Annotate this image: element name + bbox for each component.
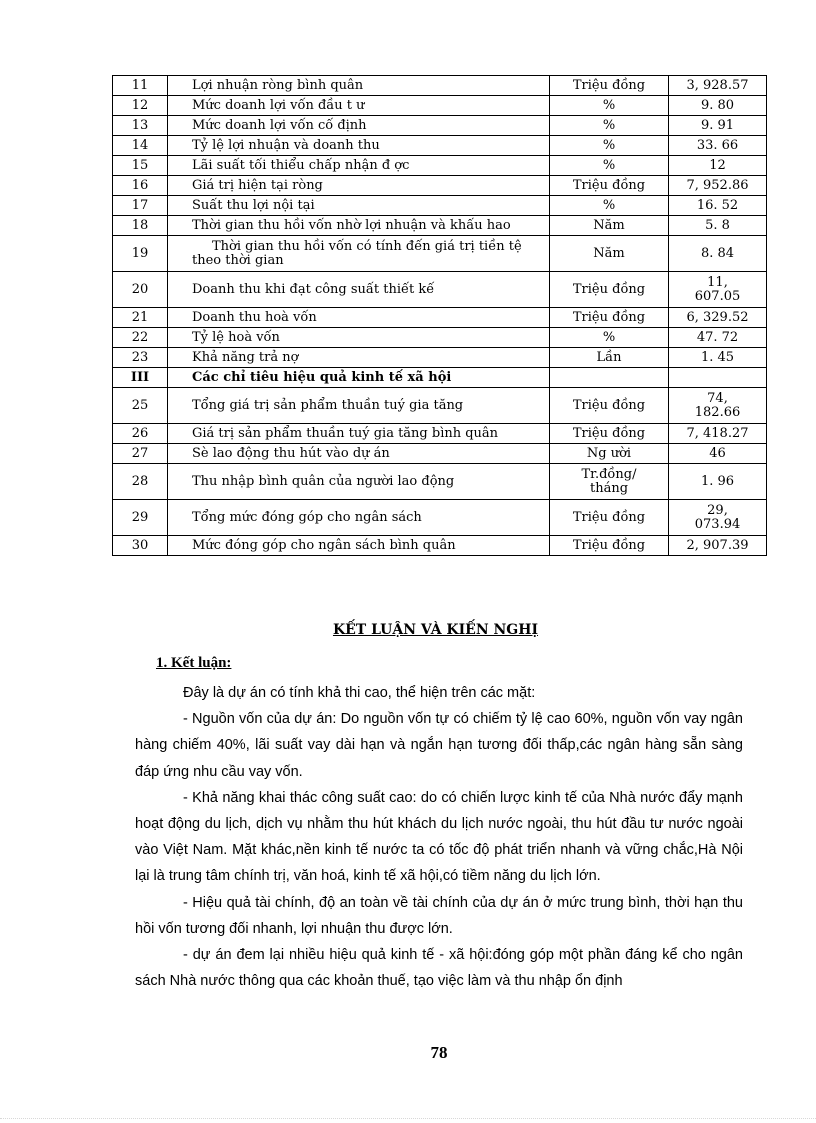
table-row bbox=[113, 348, 767, 368]
indicator-name: Thời gian thu hồi vốn nhờ lợi nhuận và khấu hao bbox=[168, 216, 550, 236]
indicator-value: 7, 418.27 bbox=[669, 424, 767, 444]
table-row bbox=[113, 308, 767, 328]
indicator-value: 9. 91 bbox=[669, 116, 767, 136]
row-number: 21 bbox=[113, 308, 168, 328]
row-number: 11 bbox=[113, 76, 168, 96]
indicator-value: 6, 329.52 bbox=[669, 308, 767, 328]
table-row bbox=[113, 536, 767, 556]
indicator-unit: Triệu đồng bbox=[550, 272, 669, 308]
indicator-value: 47. 72 bbox=[669, 328, 767, 348]
indicator-value: 5. 8 bbox=[669, 216, 767, 236]
indicator-unit: % bbox=[550, 96, 669, 116]
indicator-name: Suất thu lợi nội tại bbox=[168, 196, 550, 216]
indicator-name: Tỷ lệ hoà vốn bbox=[168, 328, 550, 348]
row-number: 13 bbox=[113, 116, 168, 136]
indicator-value bbox=[669, 368, 767, 388]
indicator-name: Thu nhập bình quân của người lao động bbox=[168, 464, 550, 500]
table-row bbox=[113, 196, 767, 216]
indicator-name: Tỷ lệ lợi nhuận và doanh thu bbox=[168, 136, 550, 156]
table-row bbox=[113, 216, 767, 236]
indicator-name: Mức đóng góp cho ngân sách bình quân bbox=[168, 536, 550, 556]
indicator-unit: Triệu đồng bbox=[550, 176, 669, 196]
row-number: 28 bbox=[113, 464, 168, 500]
indicator-name: Lợi nhuận ròng bình quân bbox=[168, 76, 550, 96]
indicator-unit: Ng ười bbox=[550, 444, 669, 464]
table-row bbox=[113, 328, 767, 348]
indicator-unit: Triệu đồng bbox=[550, 388, 669, 424]
indicator-name: Giá trị hiện tại ròng bbox=[168, 176, 550, 196]
indicator-value: 1. 45 bbox=[669, 348, 767, 368]
table-row bbox=[113, 368, 767, 388]
row-number: 15 bbox=[113, 156, 168, 176]
indicator-value: 29, 073.94 bbox=[669, 500, 767, 536]
indicator-name: Các chỉ tiêu hiệu quả kinh tế xã hội bbox=[168, 368, 550, 388]
indicator-value: 11, 607.05 bbox=[669, 272, 767, 308]
row-number: 14 bbox=[113, 136, 168, 156]
indicator-unit: Năm bbox=[550, 236, 669, 272]
page-number: 78 bbox=[430, 1043, 448, 1062]
indicator-unit: Triệu đồng bbox=[550, 536, 669, 556]
indicators-table bbox=[112, 75, 767, 556]
table-row bbox=[113, 176, 767, 196]
indicator-unit: Năm bbox=[550, 216, 669, 236]
row-number: 19 bbox=[113, 236, 168, 272]
table-row bbox=[113, 136, 767, 156]
table-row bbox=[113, 96, 767, 116]
indicator-value: 2, 907.39 bbox=[669, 536, 767, 556]
table-row bbox=[113, 424, 767, 444]
table-row bbox=[113, 500, 767, 536]
conclusion-body bbox=[135, 680, 743, 994]
indicator-value: 74, 182.66 bbox=[669, 388, 767, 424]
table-row bbox=[113, 464, 767, 500]
page-bottom-rule bbox=[0, 1118, 816, 1119]
indicator-name: Doanh thu khi đạt công suất thiết kế bbox=[168, 272, 550, 308]
section-title: KẾT LUẬN VÀ KIẾN NGHỊ bbox=[332, 622, 539, 638]
indicator-name: Sè lao động thu hút vào dự án bbox=[168, 444, 550, 464]
row-number: 16 bbox=[113, 176, 168, 196]
row-number: 26 bbox=[113, 424, 168, 444]
indicator-unit: % bbox=[550, 196, 669, 216]
indicator-unit: % bbox=[550, 136, 669, 156]
indicator-unit: Tr.đồng/ tháng bbox=[550, 464, 669, 500]
indicator-value: 46 bbox=[669, 444, 767, 464]
indicator-name: Tổng mức đóng góp cho ngân sách bbox=[168, 500, 550, 536]
indicator-unit bbox=[550, 368, 669, 388]
row-number: 30 bbox=[113, 536, 168, 556]
row-number: 22 bbox=[113, 328, 168, 348]
indicator-value: 3, 928.57 bbox=[669, 76, 767, 96]
table-row bbox=[113, 236, 767, 272]
row-number: 23 bbox=[113, 348, 168, 368]
table-row bbox=[113, 272, 767, 308]
row-number: 27 bbox=[113, 444, 168, 464]
indicator-unit: Lần bbox=[550, 348, 669, 368]
indicator-name: Mức doanh lợi vốn cố định bbox=[168, 116, 550, 136]
indicator-value: 33. 66 bbox=[669, 136, 767, 156]
indicator-unit: % bbox=[550, 116, 669, 136]
indicator-value: 12 bbox=[669, 156, 767, 176]
conclusion-heading: 1. Kết luận: bbox=[156, 655, 232, 671]
row-number: 25 bbox=[113, 388, 168, 424]
paragraph: Đây là dự án có tính khả thi cao, thể hiện trên các mặt: bbox=[183, 685, 536, 701]
indicator-name: Thời gian thu hồi vốn có tính đến giá trị tiền tệ theo thời gian bbox=[168, 236, 550, 272]
indicator-value: 16. 52 bbox=[669, 196, 767, 216]
row-number: 12 bbox=[113, 96, 168, 116]
paragraph: - Khả năng khai thác công suất cao: do có chiến lược kinh tế của Nhà nước đẩy mạnh hoạt động du lịch, dịch vụ nhằm thu hút khách du lịch nước ngoài, thu hút đầu tư nước ngoài vào Việt Nam. Mặt khác,nền kinh tế nước ta có tốc độ phát triển nhanh và vững chắc,Hà Nội lại là trung tâm chính trị, văn hoá, kinh tế xã hội,có tiềm năng du lịch lớn. bbox=[135, 789, 743, 885]
paragraph: - Nguồn vốn của dự án: Do nguồn vốn tự có chiếm tỷ lệ cao 60%, nguồn vốn vay ngân hàng chiếm 40%, lãi suất vay dài hạn và ngắn hạn tương đối thấp,các ngân hàng sẵn sàng đáp ứng nhu cầu vay vốn. bbox=[135, 711, 743, 780]
paragraph: - Hiệu quả tài chính, độ an toàn về tài chính của dự án ở mức trung bình, thời hạn thu hồi vốn tương đối nhanh, lợi nhuận thu được lớn. bbox=[135, 894, 743, 937]
indicator-value: 7, 952.86 bbox=[669, 176, 767, 196]
indicator-name: Giá trị sản phẩm thuần tuý gia tăng bình quân bbox=[168, 424, 550, 444]
table-row bbox=[113, 156, 767, 176]
indicator-name: Tổng giá trị sản phẩm thuần tuý gia tăng bbox=[168, 388, 550, 424]
paragraph: - dự án đem lại nhiều hiệu quả kinh tế - xã hội:đóng góp một phần đáng kể cho ngân sách Nhà nước thông qua các khoản thuế, tạo việc làm và thu nhập ổn định bbox=[135, 947, 743, 990]
indicator-unit: % bbox=[550, 328, 669, 348]
indicator-value: 1. 96 bbox=[669, 464, 767, 500]
row-number: 17 bbox=[113, 196, 168, 216]
indicator-unit: % bbox=[550, 156, 669, 176]
table-row bbox=[113, 116, 767, 136]
indicator-unit: Triệu đồng bbox=[550, 500, 669, 536]
indicator-unit: Triệu đồng bbox=[550, 308, 669, 328]
row-number: III bbox=[113, 368, 168, 388]
indicator-value: 9. 80 bbox=[669, 96, 767, 116]
table-row bbox=[113, 76, 767, 96]
row-number: 20 bbox=[113, 272, 168, 308]
indicator-name: Khả năng trả nợ bbox=[168, 348, 550, 368]
indicator-name: Lãi suất tối thiểu chấp nhận đ ợc bbox=[168, 156, 550, 176]
indicator-unit: Triệu đồng bbox=[550, 424, 669, 444]
indicator-value: 8. 84 bbox=[669, 236, 767, 272]
indicator-name: Doanh thu hoà vốn bbox=[168, 308, 550, 328]
row-number: 18 bbox=[113, 216, 168, 236]
indicator-unit: Triệu đồng bbox=[550, 76, 669, 96]
table-row bbox=[113, 444, 767, 464]
indicator-name: Mức doanh lợi vốn đầu t ư bbox=[168, 96, 550, 116]
table-row bbox=[113, 388, 767, 424]
row-number: 29 bbox=[113, 500, 168, 536]
